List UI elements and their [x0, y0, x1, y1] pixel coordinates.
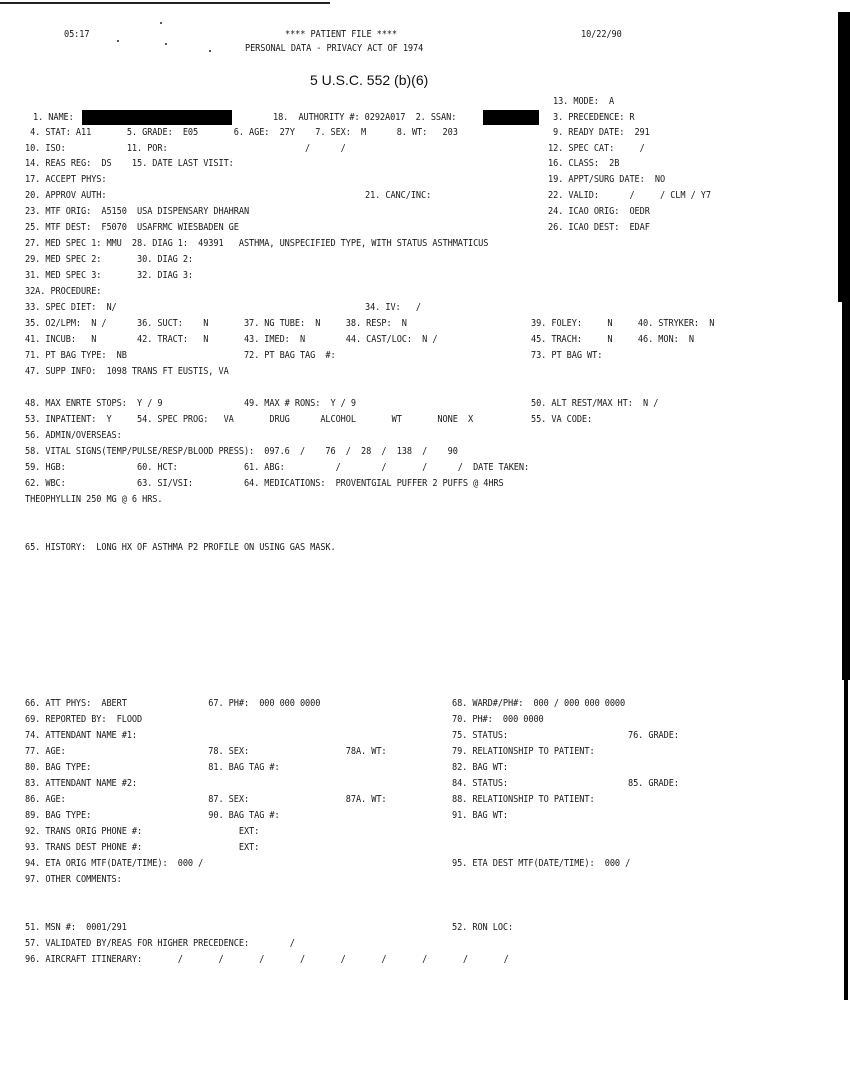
row-iso-por: 10. ISO: 11. POR: / /	[25, 143, 346, 154]
foia-exemption-stamp: 5 U.S.C. 552 (b)(6)	[310, 72, 429, 88]
row-trans-dest-phone: 93. TRANS DEST PHONE #: EXT:	[25, 842, 260, 853]
row-bag-2: 89. BAG TYPE: 90. BAG TAG #:	[25, 810, 280, 821]
row-age-sex-2: 86. AGE: 87. SEX: 87A. WT:	[25, 794, 387, 805]
field-iv: 34. IV: /	[365, 302, 422, 313]
row-pt-bag-type: 71. PT BAG TYPE: NB 72. PT BAG TAG #:	[25, 350, 336, 361]
privacy-notice: PERSONAL DATA - PRIVACY ACT OF 1974	[245, 43, 424, 54]
field-status-1: 75. STATUS:	[452, 730, 509, 741]
scan-speck	[209, 50, 211, 52]
print-time: 05:17	[64, 29, 90, 40]
field-precedence: 3. PRECEDENCE: R	[553, 112, 635, 123]
row-mtf-dest: 25. MTF DEST: F5070 USAFRMC WIESBADEN GE	[25, 222, 239, 233]
scan-edge-middle	[842, 300, 850, 680]
field-bag-wt-1: 82. BAG WT:	[452, 762, 509, 773]
field-valid: 22. VALID: / / CLM / Y7	[548, 190, 711, 201]
row-stat-grade-age: 4. STAT: A11 5. GRADE: E05 6. AGE: 27Y 7. SEX: M 8. WT: 203	[25, 127, 458, 138]
row-trans-orig-phone: 92. TRANS ORIG PHONE #: EXT:	[25, 826, 260, 837]
field-spec-cat: 12. SPEC CAT: /	[548, 143, 645, 154]
name-redaction	[82, 110, 232, 125]
scan-speck	[160, 22, 162, 24]
field-va-code: 55. VA CODE:	[531, 414, 593, 425]
top-rule	[0, 2, 330, 4]
row-att-phys: 66. ATT PHYS: ABERT 67. PH#: 000 000 0000	[25, 698, 321, 709]
row-max-enrte: 48. MAX ENRTE STOPS: Y / 9 49. MAX # RONS: Y / 9	[25, 398, 356, 409]
field-trach-mon: 45. TRACH: N 46. MON: N	[531, 334, 694, 345]
row-aircraft-itinerary: 96. AIRCRAFT ITINERARY: / / / / / / / / /	[25, 954, 509, 965]
field-relationship-1: 79. RELATIONSHIP TO PATIENT:	[452, 746, 595, 757]
row-spec-diet: 33. SPEC DIET: N/	[25, 302, 117, 313]
row-validated-by: 57. VALIDATED BY/REAS FOR HIGHER PRECEDENCE: /	[25, 938, 295, 949]
print-date: 10/22/90	[581, 29, 622, 40]
row-msn: 51. MSN #: 0001/291	[25, 922, 127, 933]
scan-edge-upper	[838, 12, 850, 302]
row-attendant-1: 74. ATTENDANT NAME #1:	[25, 730, 138, 741]
row-incub-tract: 41. INCUB: N 42. TRACT: N 43. IMED: N 44. CAST/LOC: N /	[25, 334, 438, 345]
field-ron-loc: 52. RON LOC:	[452, 922, 514, 933]
field-canc-inc: 21. CANC/INC:	[365, 190, 432, 201]
row-med-spec-1: 27. MED SPEC 1: MMU 28. DIAG 1: 49391 ASTHMA, UNSPECIFIED TYPE, WITH STATUS ASTHMATICUS	[25, 238, 489, 249]
field-icao-dest: 26. ICAO DEST: EDAF	[548, 222, 650, 233]
row-o2-suct-ng: 35. O2/LPM: N / 36. SUCT: N 37. NG TUBE: N 38. RESP: N	[25, 318, 407, 329]
field-relationship-2: 88. RELATIONSHIP TO PATIENT:	[452, 794, 595, 805]
row-history: 65. HISTORY: LONG HX OF ASTHMA P2 PROFILE ON USING GAS MASK.	[25, 542, 336, 553]
field-authority-ssan: 18. AUTHORITY #: 0292A017 2. SSAN:	[273, 112, 457, 123]
scan-speck	[165, 43, 167, 45]
row-medications-cont: THEOPHYLLIN 250 MG @ 6 HRS.	[25, 494, 163, 505]
row-med-spec-3: 31. MED SPEC 3: 32. DIAG 3:	[25, 270, 194, 281]
row-reas-reg: 14. REAS REG: DS 15. DATE LAST VISIT:	[25, 158, 234, 169]
field-grade-2: 85. GRADE:	[628, 778, 679, 789]
row-procedure: 32A. PROCEDURE:	[25, 286, 102, 297]
row-other-comments: 97. OTHER COMMENTS:	[25, 874, 122, 885]
field-status-2: 84. STATUS:	[452, 778, 509, 789]
row-admin-overseas: 56. ADMIN/OVERSEAS:	[25, 430, 122, 441]
row-eta-orig: 94. ETA ORIG MTF(DATE/TIME): 000 /	[25, 858, 204, 869]
row-hgb-hct-abg: 59. HGB: 60. HCT: 61. ABG: / / / / DATE TAKEN:	[25, 462, 530, 473]
row-wbc-medications: 62. WBC: 63. SI/VSI: 64. MEDICATIONS: PROVENTGIAL PUFFER 2 PUFFS @ 4HRS	[25, 478, 504, 489]
row-inpatient: 53. INPATIENT: Y 54. SPEC PROG: VA DRUG ALCOHOL WT NONE X	[25, 414, 474, 425]
row-approv-auth: 20. APPROV AUTH:	[25, 190, 107, 201]
field-name: 1. NAME:	[33, 112, 74, 123]
row-supp-info: 47. SUPP INFO: 1098 TRANS FT EUSTIS, VA	[25, 366, 229, 377]
field-bag-wt-2: 91. BAG WT:	[452, 810, 509, 821]
row-mtf-orig: 23. MTF ORIG: A5150 USA DISPENSARY DHAHRAN	[25, 206, 250, 217]
field-ward-ph: 68. WARD#/PH#: 000 / 000 000 0000	[452, 698, 626, 709]
field-ph: 70. PH#: 000 0000	[452, 714, 544, 725]
row-med-spec-2: 29. MED SPEC 2: 30. DIAG 2:	[25, 254, 194, 265]
field-eta-dest: 95. ETA DEST MTF(DATE/TIME): 000 /	[452, 858, 631, 869]
field-foley-stryker: 39. FOLEY: N 40. STRYKER: N	[531, 318, 715, 329]
field-icao-orig: 24. ICAO ORIG: OEDR	[548, 206, 650, 217]
scan-speck	[117, 40, 119, 42]
field-grade-1: 76. GRADE:	[628, 730, 679, 741]
ssan-redaction	[483, 110, 539, 125]
field-alt-rest: 50. ALT REST/MAX HT: N /	[531, 398, 659, 409]
row-bag-1: 80. BAG TYPE: 81. BAG TAG #:	[25, 762, 280, 773]
row-attendant-2: 83. ATTENDANT NAME #2:	[25, 778, 138, 789]
row-vital-signs: 58. VITAL SIGNS(TEMP/PULSE/RESP/BLOOD PRESS): 097.6 / 76 / 28 / 138 / 90	[25, 446, 458, 457]
field-ready-date: 9. READY DATE: 291	[553, 127, 650, 138]
file-title: **** PATIENT FILE ****	[285, 29, 398, 40]
row-accept-phys: 17. ACCEPT PHYS:	[25, 174, 107, 185]
row-age-sex-1: 77. AGE: 78. SEX: 78A. WT:	[25, 746, 387, 757]
field-class: 16. CLASS: 2B	[548, 158, 620, 169]
row-reported-by: 69. REPORTED BY: FLOOD	[25, 714, 143, 725]
scan-edge-lower	[844, 680, 848, 1000]
field-pt-bag-wt: 73. PT BAG WT:	[531, 350, 603, 361]
field-mode: 13. MODE: A	[553, 96, 615, 107]
field-appt-surg-date: 19. APPT/SURG DATE: NO	[548, 174, 666, 185]
